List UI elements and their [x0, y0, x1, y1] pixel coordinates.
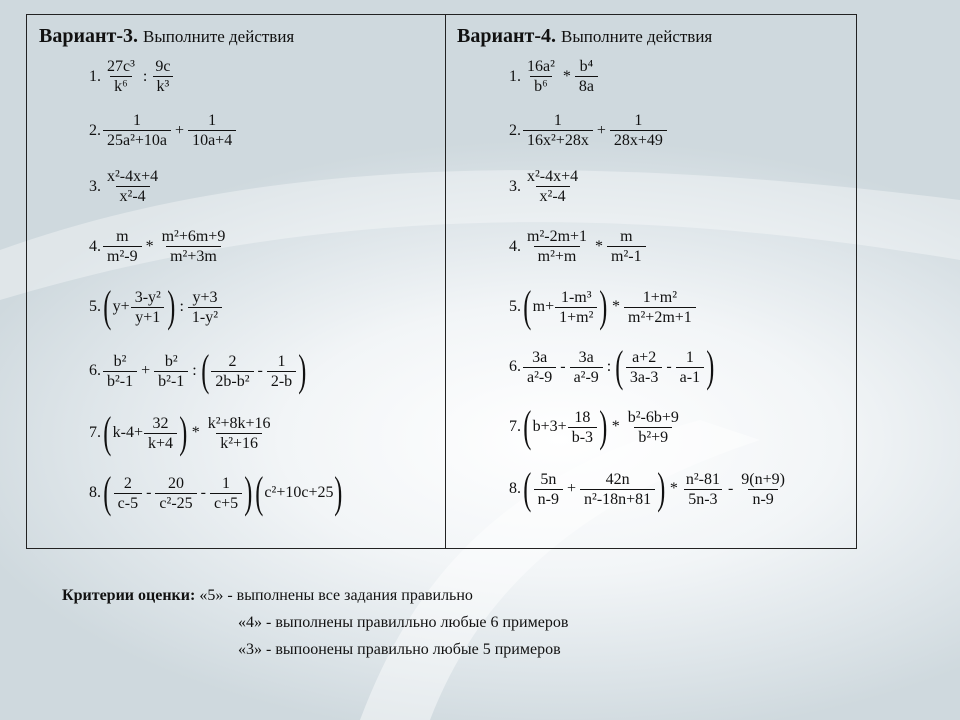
v3-task-6: 6. $\frac{\text{b²}}{\text{b²-1}}$ + $\frac{\text{b²}}{\text{b²-1}}$ : ( $\frac{2}{\text{2b-b²}}$ - $\frac{1}{2-b}$ )	[89, 346, 307, 395]
v3-task-5: 5. ( y+ $\frac{\text{3-y²}}{y+1}$ ) : $\frac{y+3}{\text{1-y²}}$	[89, 287, 223, 327]
v3-task-4: 4. $\frac{m}{\text{m²-9}}$ * $\frac{\text{m²+6m+9}}{\text{m²+3m}}$	[89, 228, 226, 265]
grading-criteria	[62, 582, 568, 663]
variant3-subtitle: Выполните действия	[143, 27, 295, 46]
variant4-title: Вариант-4.	[457, 25, 556, 47]
v3-task-3: 3. $\frac{\text{x²-4x+4}}{\text{x²-4}}$	[89, 168, 159, 205]
criteria-row-4	[62, 609, 568, 636]
v4-task-3: 3. $\frac{\text{x²-4x+4}}{\text{x²-4}}$	[509, 168, 579, 205]
variant4-heading	[457, 25, 712, 48]
criteria-line-5: «5» - выполнены все задания правильно	[199, 587, 473, 604]
v4-task-8: 8. ( $\frac{5n}{n-9}$ + $\frac{42n}{\text{n²-18n+81}}$ ) * $\frac{\text{n²-81}}{5n-3}$ - $\frac{9(n+9)}{n-9}$	[509, 464, 785, 513]
v4-task-4: 4. $\frac{\text{m²-2m+1}}{\text{m²+m}}$ * $\frac{m}{\text{m²-1}}$	[509, 227, 647, 266]
v4-task-5: 5. ( m+ $\frac{\text{1-m³}}{\text{1+m²}}$ ) * $\frac{\text{1+m²}}{\text{m²+2m+1}}$	[509, 287, 697, 327]
tasks-table	[26, 14, 857, 549]
variant4-subtitle: Выполните действия	[561, 27, 713, 46]
v4-task-1: 1. $\frac{\text{16a²}}{\text{b⁶}}$ * $\frac{\text{b⁴}}{8a}$	[509, 57, 599, 96]
v4-task-6: 6. $\frac{3a}{\text{a²-9}}$ - $\frac{3a}{\text{a²-9}}$ : ( $\frac{a+2}{3a-3}$ - $\frac{1}{a-1}$ )	[509, 342, 715, 391]
variant3-heading	[39, 25, 294, 48]
v3-task-8: 8. ( $\frac{2}{c-5}$ - $\frac{20}{\text{c²-25}}$ - $\frac{1}{c+5}$ ) ( c²+10c+25 )	[89, 468, 343, 517]
criteria-label: Критерии оценки:	[62, 587, 196, 604]
v3-task-7: 7. ( k-4+ $\frac{32}{k+4}$ ) * $\frac{\text{k²+8k+16}}{\text{k²+16}}$	[89, 408, 271, 457]
v4-task-2: 2. $\frac{1}{\text{16x²+28x}}$ + $\frac{1}{28x+49}$	[509, 111, 668, 150]
variant3-title: Вариант-3.	[39, 25, 138, 47]
criteria-row-3	[62, 636, 568, 663]
criteria-line-4: «4» - выполнены правилльно любые 6 примеров	[238, 614, 569, 631]
criteria-line-3: «3» - выпоонены правильно любые 5 примеров	[238, 641, 561, 658]
column-divider	[445, 15, 446, 548]
v3-task-1: 1. $\frac{\text{27c³}}{\text{k⁶}}$ : $\frac{9c}{\text{k³}}$	[89, 57, 175, 96]
v3-task-2: 2. $\frac{1}{\text{25a²+10a}}$ + $\frac{1}{10a+4}$	[89, 111, 237, 150]
v4-task-7: 7. ( b+3+ $\frac{18}{b-3}$ ) * $\frac{\text{b²-6b+9}}{\text{b²+9}}$	[509, 402, 679, 451]
criteria-row-5	[62, 582, 568, 609]
